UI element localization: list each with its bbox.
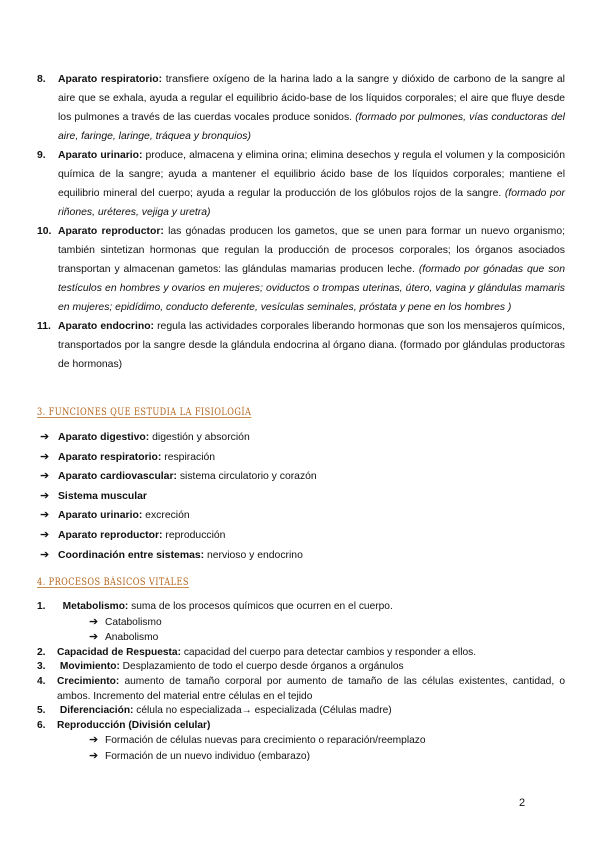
functions-list bbox=[40, 428, 560, 565]
item-text: capacidad del cuerpo para detectar cambios y responder a ellos. bbox=[181, 646, 477, 658]
item-note: (formado por riñones, uréteres, vejiga y uretra) bbox=[58, 188, 565, 218]
list-item bbox=[37, 317, 565, 374]
sub-item bbox=[37, 733, 565, 749]
item-note: (formado por pulmones, vías conductoras del aire, faringe, laringe, tráquea y bronquios) bbox=[58, 112, 565, 142]
arrow-icon: ➔ bbox=[40, 450, 50, 463]
sub-item-text: Catabolismo bbox=[105, 616, 162, 628]
item-title: Capacidad de Respuesta: bbox=[57, 646, 181, 658]
item-text: regula las actividades corporales liberando hormonas que son los mensajeros químicos, transportados por la sangre desde la glándula endocrina al órgano diana. (formado por glándulas productoras de hormonas) bbox=[58, 321, 565, 370]
item-title: Coordinación entre sistemas: bbox=[58, 549, 205, 561]
item-text: transfiere oxígeno de la harina lado a la sangre y dióxido de carbono de la sangre al aire que se exhala, ayuda a regular el equilibrio ácido-base de los líquidos corporales; el aire que fluye desde los pulmones a través de las cuerdas vocales produce sonidos. bbox=[58, 74, 565, 123]
page-number: 2 bbox=[519, 797, 526, 809]
item-text: sistema circulatorio y corazón bbox=[176, 471, 317, 483]
list-item bbox=[40, 487, 560, 507]
list-item bbox=[40, 448, 560, 468]
sub-item-text: Anabolismo bbox=[105, 632, 159, 644]
item-number: 4. bbox=[37, 675, 46, 687]
item-text: respiración bbox=[161, 451, 216, 463]
item-title: Sistema muscular bbox=[58, 490, 147, 502]
item-text: excreción bbox=[142, 510, 190, 522]
list-item bbox=[37, 660, 565, 675]
list-item bbox=[37, 704, 565, 719]
item-title: Aparato cardiovascular: bbox=[58, 471, 177, 483]
item-title: Aparato urinario: bbox=[58, 150, 143, 161]
item-text: digestión y absorción bbox=[149, 432, 250, 443]
list-item bbox=[37, 675, 565, 704]
sub-item bbox=[37, 630, 565, 646]
item-title: Aparato endocrino: bbox=[58, 321, 155, 332]
processes-list bbox=[37, 600, 565, 765]
item-number: 2. bbox=[37, 646, 46, 658]
item-number: 8. bbox=[37, 74, 46, 85]
item-title: Aparato respiratorio: bbox=[58, 451, 162, 463]
item-note: (formado por gónadas que son testículos en hombres y ovarios en mujeres; oviductos o trompas uterinas, útero, vagina y glándulas mamaris en mujeres; epidídimo, conducto deferente, vesículas seminales, próstata y pene en los hombres ) bbox=[58, 264, 565, 313]
item-title: Aparato digestivo: bbox=[58, 432, 150, 443]
sub-item bbox=[37, 749, 565, 765]
item-number: 3. bbox=[37, 661, 46, 673]
section-heading: 3. FUNCIONES QUE ESTUDIA LA FISIOLOGÍA bbox=[37, 407, 252, 418]
item-number: 11. bbox=[37, 321, 51, 332]
item-number: 6. bbox=[37, 719, 46, 731]
arrow-icon: ➔ bbox=[89, 749, 99, 762]
item-number: 1. bbox=[37, 601, 46, 612]
arrow-icon: ➔ bbox=[40, 470, 50, 483]
list-item bbox=[37, 70, 565, 146]
arrow-icon: ➔ bbox=[89, 615, 99, 628]
item-text: suma de los procesos químicos que ocurren en el cuerpo. bbox=[128, 601, 393, 612]
item-title: Aparato reproductor: bbox=[58, 529, 163, 541]
list-item bbox=[40, 526, 560, 546]
item-title: Crecimiento: bbox=[57, 675, 120, 687]
sub-item bbox=[37, 615, 565, 631]
item-title: Aparato urinario: bbox=[58, 510, 143, 522]
section-heading: 4. PROCESOS BÁSICOS VITALES bbox=[37, 577, 189, 588]
arrow-icon: ➔ bbox=[40, 509, 50, 522]
sub-item-text: Formación de un nuevo individuo (embarazo) bbox=[105, 750, 310, 762]
item-text: célula no especializada→ especializada (Células madre) bbox=[133, 705, 392, 717]
list-item bbox=[37, 646, 565, 661]
item-text: nervioso y endocrino bbox=[204, 549, 303, 561]
item-title: Movimiento: bbox=[59, 661, 120, 673]
item-text: las gónadas producen los gametos, que se unen para formar un nuevo organismo; también sintetizan hormonas que regulan la producción de procesos corporales; los órganos asociados transportan y almacenan gametos: las glándulas mamarias producen leche. bbox=[58, 226, 565, 275]
item-text: produce, almacena y elimina orina; elimina desechos y regula el volumen y la composición química de la sangre; ayuda a mantener el equilibrio ácido base de los líquidos corporales; mantiene el equilibrio mineral del cuerpo; ayuda a regular la producción de los glóbulos rojos de la sangre. bbox=[58, 150, 565, 199]
list-item bbox=[37, 146, 565, 222]
item-number: 10. bbox=[37, 226, 52, 237]
organ-systems-list bbox=[37, 70, 565, 374]
arrow-icon: ➔ bbox=[89, 734, 99, 747]
list-item bbox=[40, 467, 560, 487]
item-title: Diferenciación: bbox=[59, 705, 134, 717]
item-title: Aparato respiratorio: bbox=[58, 74, 163, 85]
sub-item-text: Formación de células nuevas para crecimiento o reparación/reemplazo bbox=[105, 735, 426, 747]
list-item bbox=[40, 506, 560, 526]
arrow-icon: ➔ bbox=[40, 548, 50, 561]
item-text: Desplazamiento de todo el cuerpo desde órganos a orgánulos bbox=[119, 661, 404, 673]
item-text: aumento de tamaño corporal por aumento de tamaño de las células existentes, cantidad, o ambos. Incremento del material entre células en el tejido bbox=[57, 675, 565, 702]
list-item bbox=[40, 428, 560, 448]
list-item bbox=[37, 222, 565, 317]
list-item bbox=[37, 600, 565, 615]
arrow-icon: ➔ bbox=[40, 528, 50, 541]
arrow-icon: ➔ bbox=[40, 431, 50, 443]
item-number: 9. bbox=[37, 150, 46, 161]
item-title: Reproducción (División celular) bbox=[57, 719, 211, 731]
arrow-icon: ➔ bbox=[40, 489, 50, 502]
item-number: 5. bbox=[37, 705, 46, 717]
list-item bbox=[40, 546, 560, 566]
list-item bbox=[37, 719, 565, 734]
item-title: Aparato reproductor: bbox=[58, 226, 164, 237]
item-title: Metabolismo: bbox=[62, 601, 129, 612]
item-text: reproducción bbox=[162, 529, 226, 541]
arrow-icon: ➔ bbox=[89, 631, 99, 644]
